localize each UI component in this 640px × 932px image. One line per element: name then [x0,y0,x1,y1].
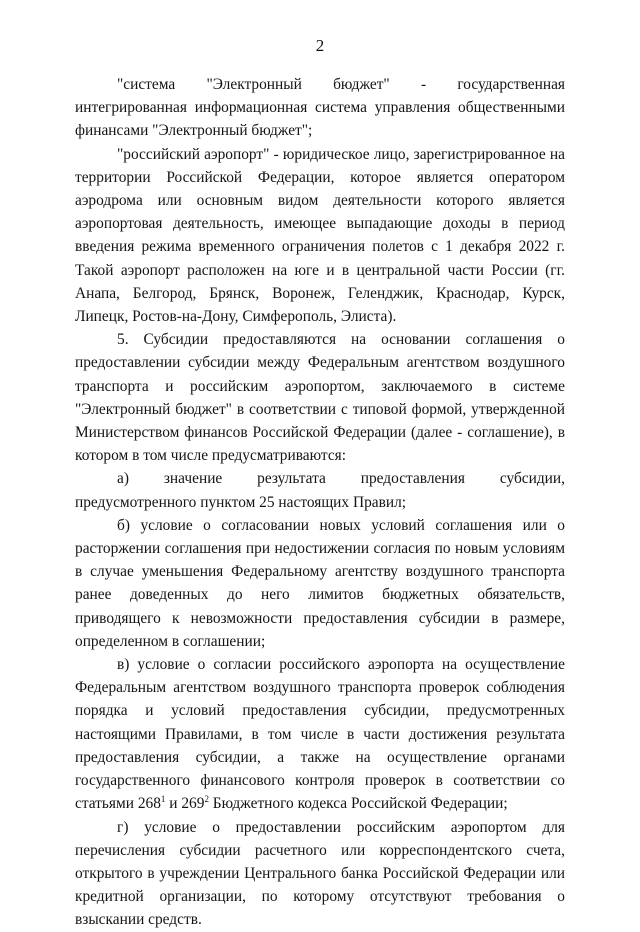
paragraph-definition-budget-system: "система "Электронный бюджет" - государственная интегрированная информационная система управления общественными финансами "Электронный бюджет"; [75,76,565,140]
paragraph-subitem-v [75,653,565,815]
superscript-2: 2 [204,794,209,805]
paragraph-item-5: 5. Субсидии предоставляются на основании соглашения о предоставлении субсидии между Федеральным агентством воздушного транспорта и российским аэропортом, заключаемого в системе "Электронный бюджет" в соответствии с типовой формой, утвержденной Министерством финансов Российской Федерации (далее - соглашение), в котором в том числе предусматриваются: [75,331,565,465]
document-body [75,73,565,932]
superscript-1: 1 [160,794,166,805]
page-number: 2 [315,36,325,55]
paragraph-subitem-a: а) значение результата предоставления субсидии, предусмотренного пунктом 25 настоящих Правил; [75,470,565,511]
subitem-v-tail: Бюджетного кодекса Российской Федерации; [208,795,508,813]
subitem-v-mid: и 269 [165,795,205,813]
paragraph-subitem-g: г) условие о предоставлении российским аэропортом для перечисления субсидии расчетного или корреспондентского счета, открытого в учреждении Центрального банка Российской Федерации или кредитной организации, по которому отсутствуют требования о взыскании средств. [75,818,565,929]
subitem-v-text: в) условие о согласии российского аэропорта на осуществление Федеральным агентством воздушного транспорта проверок соблюдения порядка и условий предоставления субсидии, предусмотренных настоящими Правилами, в том числе в части достижения результата предоставления субсидии, а также на осуществление органами государственного финансового контроля проверок в соответствии со статьями 268 [75,656,565,813]
paragraph-definition-russian-airport: "российский аэропорт" - юридическое лицо, зарегистрированное на территории Российской Федерации, которое является оператором аэродрома или основным видом деятельности которого является аэропортовая деятельность, имеющее выпадающие доходы в период введения режима временного ограничения полетов с 1 декабря 2022 г. Такой аэропорт расположен на юге и в центральной части России (гг. Анапа, Белгород, Брянск, Воронеж, Геленджик, Краснодар, Курск, Липецк, Ростов-на-Дону, Симферополь, Элиста). [75,145,565,326]
paragraph-subitem-b: б) условие о согласовании новых условий соглашения или о расторжении соглашения при недостижении согласия по новым условиям в случае уменьшения Федеральному агентству воздушного транспорта ранее доведенных до него лимитов бюджетных обязательств, приводящего к невозможности предоставления субсидии в размере, определенном в соглашении; [75,516,565,650]
